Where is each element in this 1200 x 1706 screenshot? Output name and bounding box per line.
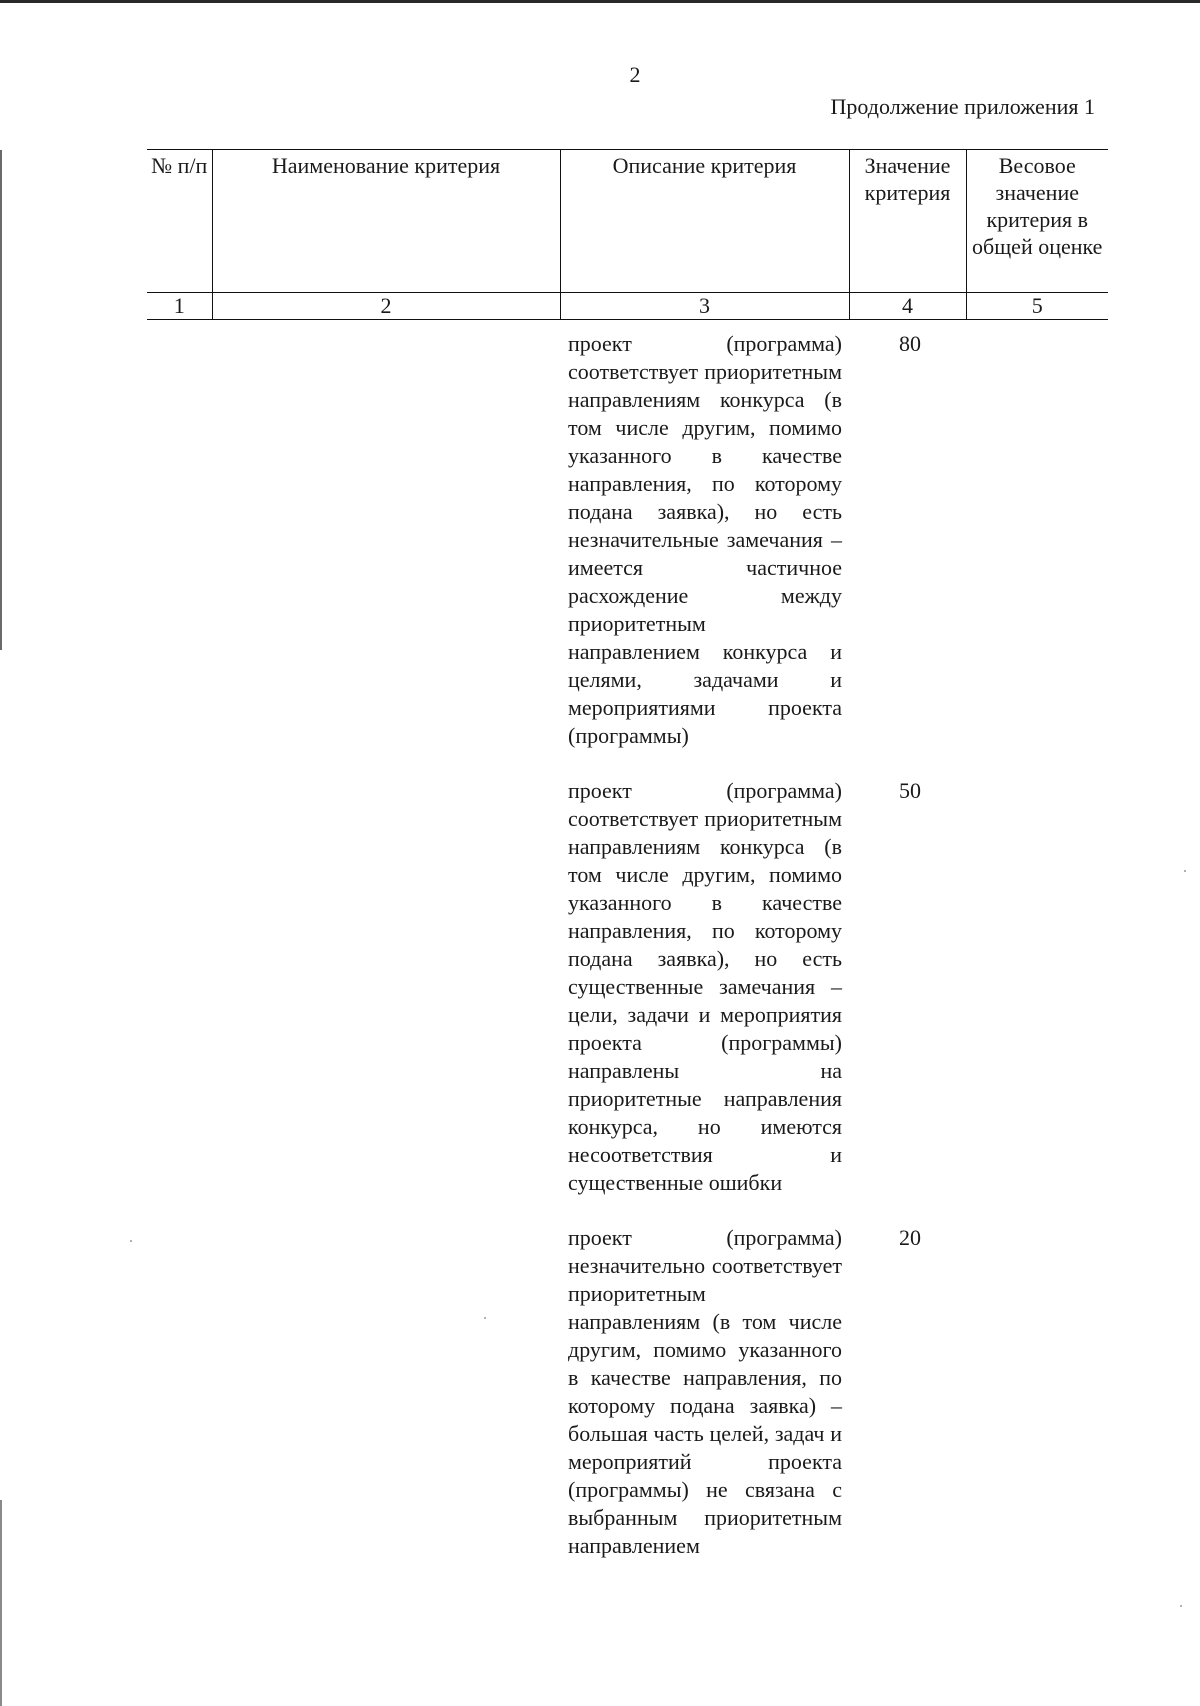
criteria-table-header (147, 149, 1108, 320)
column-number: 5 (966, 293, 1108, 320)
criterion-description: проект (программа) соответствует приоритетным направлениям конкурса (в том числе другим, помимо указанного в качестве направления, по которому подана заявка), но есть незначительные замечания – имеется частичное расхождение между приоритетным направлением конкурса и целями, задачами и мероприятиями проекта (программы) (568, 331, 842, 748)
header-criterion-description: Описание критерия (560, 150, 849, 293)
appendix-continuation-note: Продолжение приложения 1 (830, 94, 1095, 119)
page-number: 2 (629, 62, 641, 87)
scan-speck (1180, 1605, 1182, 1607)
criterion-value: 20 (899, 1225, 921, 1250)
criterion-description: проект (программа) соответствует приоритетным направлениям конкурса (в том числе другим, помимо указанного в качестве направления, по которому подана заявка), но есть существенные замечания – цели, задачи и мероприятия проекта (программы) направлены на приоритетные направления конкурса, но имеются несоответствия и существенные ошибки (568, 778, 842, 1195)
header-number: № п/п (147, 150, 212, 293)
header-criterion-name: Наименование критерия (212, 150, 560, 293)
scan-edge (0, 1500, 2, 1706)
column-number: 1 (147, 293, 212, 320)
scan-speck (1184, 870, 1186, 872)
column-number: 2 (212, 293, 560, 320)
criterion-value: 50 (899, 778, 921, 803)
column-number: 3 (560, 293, 849, 320)
column-number: 4 (849, 293, 966, 320)
scan-edge (0, 150, 2, 650)
header-criterion-value: Значение критерия (849, 150, 966, 293)
scan-speck (130, 1240, 132, 1242)
header-criterion-weight: Весовое значение критерия в общей оценке (966, 150, 1108, 293)
criterion-value: 80 (899, 331, 921, 356)
scan-edge (0, 0, 1200, 3)
scan-speck (484, 1317, 486, 1319)
criterion-description: проект (программа) незначительно соответствует приоритетным направлениям (в том числе другим, помимо указанного в качестве направления, по которому подана заявка) – большая часть целей, задач и мероприятий проекта (программы) не связана с выбранным приоритетным направлением (568, 1225, 842, 1558)
